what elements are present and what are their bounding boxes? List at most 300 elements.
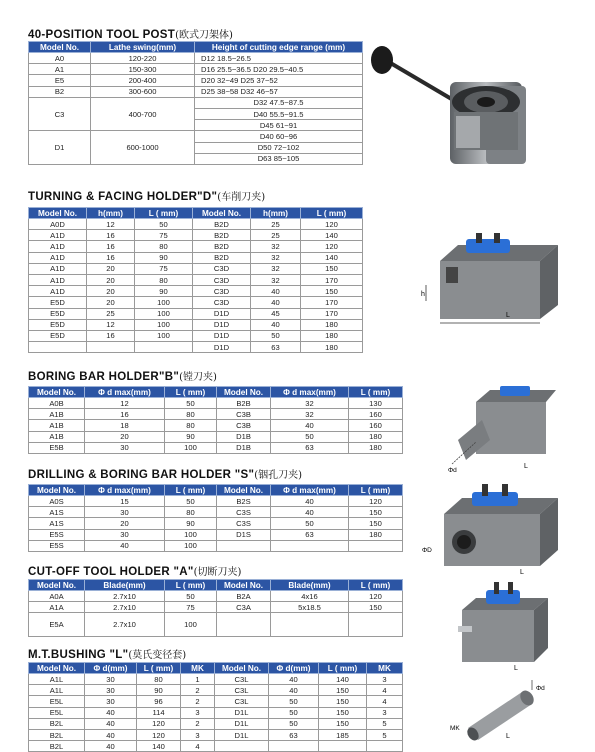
table-cell: 150 [301, 263, 363, 274]
table-cell: 50 [165, 496, 217, 507]
table-cell: C3D [193, 286, 251, 297]
col-header: L ( mm) [349, 485, 403, 496]
table-cell: 170 [301, 308, 363, 319]
table-cell: B2L [29, 729, 85, 740]
table-row [29, 442, 403, 453]
table-cell: 32 [251, 241, 301, 252]
table-cell: D16 25.5~36.5 D20 29.5~40.5 [195, 64, 363, 75]
table-row [29, 330, 363, 341]
table-cell: B2A [217, 591, 271, 602]
table-cell: 3 [181, 707, 215, 718]
table-cell: C3L [215, 696, 269, 707]
table-row [29, 613, 403, 637]
boring-holder-image [438, 380, 558, 475]
table-cell: 30 [85, 507, 165, 518]
col-header: Model No. [217, 580, 271, 591]
table-cell: 90 [165, 518, 217, 529]
table-row [29, 230, 363, 241]
table-cell: D1S [217, 529, 271, 540]
table-cell: B2D [193, 252, 251, 263]
d-dimension-label: Φd [448, 467, 457, 474]
col-header: Model No. [29, 42, 91, 53]
table-cell: 63 [251, 342, 301, 353]
table-cell: 170 [301, 274, 363, 285]
table-row [29, 409, 403, 420]
table-cell: A0A [29, 591, 85, 602]
col-header: Blade(mm) [85, 580, 165, 591]
table-cell: 50 [165, 398, 217, 409]
table-cell: 3 [367, 674, 403, 685]
table-cell [367, 741, 403, 752]
bushing-table [28, 662, 403, 752]
table-cell: B2D [193, 241, 251, 252]
table-cell: 30 [85, 685, 137, 696]
table-cell: 32 [271, 398, 349, 409]
table-cell: C3S [217, 518, 271, 529]
table-cell: 160 [349, 420, 403, 431]
table-cell: 120-220 [91, 53, 195, 64]
table-cell: 120 [301, 241, 363, 252]
table-cell: C3L [215, 674, 269, 685]
table-cell: 25 [251, 219, 301, 230]
col-header: L ( mm) [137, 663, 181, 674]
table-cell: 150 [319, 718, 367, 729]
section-title-tool-post: 40-POSITION TOOL POST(欧式刀架体) [28, 29, 233, 41]
table-cell: 140 [301, 230, 363, 241]
table-cell: D50 72~102 [195, 142, 363, 153]
table-cell: 150-300 [91, 64, 195, 75]
table-cell: E5L [29, 696, 85, 707]
col-header: Blade(mm) [271, 580, 349, 591]
table-cell: D1D [193, 330, 251, 341]
table-cell: E5B [29, 442, 85, 453]
table-row [29, 97, 363, 108]
table-cell: 160 [349, 409, 403, 420]
tool-post-image [368, 40, 543, 175]
table-cell: 2.7x10 [85, 591, 165, 602]
table-cell [217, 540, 271, 551]
table-cell: 30 [85, 696, 137, 707]
table-cell: 1 [181, 674, 215, 685]
table-cell: A0D [29, 219, 87, 230]
table-cell: 32 [251, 252, 301, 263]
table-cell: 50 [135, 219, 193, 230]
table-cell: 16 [87, 252, 135, 263]
table-cell: E5D [29, 330, 87, 341]
col-header: MK [367, 663, 403, 674]
table-cell: A1B [29, 431, 85, 442]
table-cell: A0S [29, 496, 85, 507]
table-cell: C3L [215, 685, 269, 696]
table-cell: 200-400 [91, 75, 195, 86]
col-header: Model No. [29, 580, 85, 591]
table-cell: C3S [217, 507, 271, 518]
col-header: Φ d max(mm) [85, 387, 165, 398]
table-cell: D12 18.5~26.5 [195, 53, 363, 64]
table-cell [349, 540, 403, 551]
turning-holder-image [418, 225, 558, 330]
table-cell: 16 [87, 241, 135, 252]
table-cell: 180 [301, 330, 363, 341]
table-cell: 50 [271, 518, 349, 529]
table-cell: 75 [135, 263, 193, 274]
table-cell: D1D [193, 342, 251, 353]
table-row [29, 75, 363, 86]
table-cell: 150 [349, 518, 403, 529]
table-cell: 40 [269, 685, 319, 696]
table-cell: 16 [85, 409, 165, 420]
table-row [29, 518, 403, 529]
table-cell: C3A [217, 602, 271, 613]
table-cell: E5D [29, 297, 87, 308]
table-cell: 40 [251, 319, 301, 330]
table-cell: E5A [29, 613, 85, 637]
table-cell [271, 613, 349, 637]
table-cell: A0B [29, 398, 85, 409]
section-title-drilling: DRILLING & BORING BAR HOLDER "S"(铟孔刀夹) [28, 469, 303, 481]
table-cell: 150 [319, 696, 367, 707]
table-cell: 3 [181, 729, 215, 740]
table-cell: 80 [135, 241, 193, 252]
table-row [29, 219, 363, 230]
table-row [29, 86, 363, 97]
table-cell: A1D [29, 286, 87, 297]
table-cell: 180 [349, 442, 403, 453]
table-cell: 90 [135, 252, 193, 263]
boring-table [28, 386, 403, 454]
table-cell: E5S [29, 529, 85, 540]
table-cell: 120 [137, 729, 181, 740]
table-cell: 100 [135, 330, 193, 341]
table-cell: 100 [165, 442, 217, 453]
section-title-boring: BORING BAR HOLDER"B"(镗刀夹) [28, 371, 217, 383]
table-cell: 40 [85, 718, 137, 729]
table-row [29, 431, 403, 442]
table-cell: 600-1000 [91, 131, 195, 165]
col-header: Φ d(mm) [85, 663, 137, 674]
table-cell: 30 [85, 442, 165, 453]
table-cell: D1 [29, 131, 91, 165]
table-cell: E5L [29, 707, 85, 718]
table-row [29, 507, 403, 518]
table-cell: 12 [87, 219, 135, 230]
table-cell: C3 [29, 97, 91, 131]
turning-table [28, 207, 363, 353]
table-cell: 50 [269, 707, 319, 718]
table-cell: 150 [319, 685, 367, 696]
table-cell: 90 [135, 286, 193, 297]
table-cell: 40 [85, 729, 137, 740]
table-row [29, 718, 403, 729]
table-cell: 40 [85, 540, 165, 551]
table-cell: A1D [29, 252, 87, 263]
table-cell: 150 [301, 286, 363, 297]
table-cell: 40 [251, 286, 301, 297]
section-title-bushing: M.T.BUSHING "L"(莫氏变径套) [28, 649, 187, 661]
table-cell: 140 [301, 252, 363, 263]
table-cell: 20 [87, 286, 135, 297]
table-row [29, 707, 403, 718]
col-header: h(mm) [87, 208, 135, 219]
table-cell: 25 [251, 230, 301, 241]
table-cell: A1D [29, 263, 87, 274]
table-cell: A1 [29, 64, 91, 75]
table-cell: 2.7x10 [85, 602, 165, 613]
col-header: Model No. [193, 208, 251, 219]
table-cell: 80 [165, 420, 217, 431]
table-cell: D32 47.5~87.5 [195, 97, 363, 108]
table-cell: 50 [165, 591, 217, 602]
table-cell: 130 [349, 398, 403, 409]
col-header: Model No. [29, 485, 85, 496]
table-cell: 180 [349, 529, 403, 540]
table-cell: A1L [29, 685, 85, 696]
table-cell: 300-600 [91, 86, 195, 97]
table-cell: 20 [87, 263, 135, 274]
table-row [29, 274, 363, 285]
table-row [29, 674, 403, 685]
table-cell: 4 [367, 696, 403, 707]
table-cell: C3B [217, 409, 271, 420]
table-cell: 50 [269, 718, 319, 729]
table-cell: 100 [135, 308, 193, 319]
col-header: Φ d max(mm) [271, 485, 349, 496]
table-cell: 100 [135, 297, 193, 308]
table-cell: 80 [135, 274, 193, 285]
table-cell: 120 [301, 219, 363, 230]
table-cell: 30 [85, 674, 137, 685]
table-row [29, 252, 363, 263]
table-cell: C3D [193, 263, 251, 274]
table-cell: 180 [301, 319, 363, 330]
table-cell: 80 [165, 507, 217, 518]
table-cell: 50 [269, 696, 319, 707]
table-cell: D1D [193, 319, 251, 330]
table-cell: 100 [165, 540, 217, 551]
table-cell: 40 [85, 707, 137, 718]
table-cell: 63 [271, 529, 349, 540]
table-row [29, 540, 403, 551]
table-cell: 150 [349, 602, 403, 613]
table-row [29, 741, 403, 752]
section-title-cutoff: CUT-OFF TOOL HOLDER "A"(切断刀夹) [28, 566, 242, 578]
table-cell [319, 741, 367, 752]
l-dimension-label: L [524, 463, 528, 470]
table-cell: 20 [87, 297, 135, 308]
col-header: L ( mm) [165, 387, 217, 398]
col-header: Lathe swing(mm) [91, 42, 195, 53]
table-cell: C3B [217, 420, 271, 431]
table-cell [215, 741, 269, 752]
table-cell: 150 [349, 507, 403, 518]
col-header: Φ d(mm) [269, 663, 319, 674]
col-header: Height of cutting edge range (mm) [195, 42, 363, 53]
table-cell: 2 [181, 696, 215, 707]
table-cell: B2L [29, 718, 85, 729]
table-cell: 100 [135, 319, 193, 330]
table-row [29, 64, 363, 75]
table-cell: D1B [217, 442, 271, 453]
table-cell: 40 [85, 741, 137, 752]
l-dimension-label: L [520, 569, 524, 575]
table-cell [271, 540, 349, 551]
table-cell: D1L [215, 729, 269, 740]
table-cell: 140 [319, 674, 367, 685]
table-cell: B2D [193, 230, 251, 241]
col-header: L ( mm) [301, 208, 363, 219]
col-header: Model No. [217, 387, 271, 398]
drilling-holder-image [420, 480, 560, 575]
table-cell: 12 [85, 398, 165, 409]
table-cell: 400-700 [91, 97, 195, 131]
table-cell: 25 [87, 308, 135, 319]
col-header: Model No. [29, 663, 85, 674]
table-cell: 20 [85, 518, 165, 529]
table-cell: 3 [367, 707, 403, 718]
table-cell: D63 85~105 [195, 153, 363, 164]
table-cell: D1L [215, 718, 269, 729]
table-cell: 5 [367, 718, 403, 729]
table-cell: D40 60~96 [195, 131, 363, 142]
col-header: Φ d max(mm) [85, 485, 165, 496]
table-cell: B2D [193, 219, 251, 230]
table-cell: A1S [29, 507, 85, 518]
table-cell: 20 [87, 274, 135, 285]
table-cell: A1D [29, 241, 87, 252]
drilling-table [28, 484, 403, 552]
col-header: Model No. [29, 208, 87, 219]
bushing-image [448, 676, 558, 748]
table-cell: 75 [165, 602, 217, 613]
table-cell: 5x18.5 [271, 602, 349, 613]
col-header: L ( mm) [349, 387, 403, 398]
table-cell [29, 342, 87, 353]
table-row [29, 342, 363, 353]
table-cell: D45 61~91 [195, 120, 363, 131]
table-cell: 4 [367, 685, 403, 696]
table-row [29, 286, 363, 297]
table-cell: 80 [165, 409, 217, 420]
table-row [29, 602, 403, 613]
table-cell: 63 [269, 729, 319, 740]
table-cell: 40 [271, 507, 349, 518]
table-cell: E5D [29, 308, 87, 319]
table-cell: 2 [181, 685, 215, 696]
table-cell: 114 [137, 707, 181, 718]
table-cell: 170 [301, 297, 363, 308]
table-cell: C3D [193, 297, 251, 308]
table-cell [269, 741, 319, 752]
table-cell: A1S [29, 518, 85, 529]
table-cell: 32 [251, 274, 301, 285]
table-cell: 50 [271, 431, 349, 442]
table-cell: 80 [137, 674, 181, 685]
table-cell: 40 [271, 420, 349, 431]
table-cell: 30 [85, 529, 165, 540]
table-cell: 32 [271, 409, 349, 420]
table-cell: D1D [193, 308, 251, 319]
table-row [29, 53, 363, 64]
table-row [29, 529, 403, 540]
table-cell: A1D [29, 274, 87, 285]
col-header: Model No. [215, 663, 269, 674]
table-cell: 20 [85, 431, 165, 442]
table-cell: 40 [251, 297, 301, 308]
cutoff-table [28, 579, 403, 637]
table-cell: 12 [87, 319, 135, 330]
table-cell: 185 [319, 729, 367, 740]
table-cell: C3D [193, 274, 251, 285]
table-cell: D1L [215, 707, 269, 718]
table-cell [135, 342, 193, 353]
table-cell: A1B [29, 409, 85, 420]
table-cell: 120 [349, 591, 403, 602]
table-cell: 63 [271, 442, 349, 453]
table-cell: 45 [251, 308, 301, 319]
table-row [29, 496, 403, 507]
table-cell: D1B [217, 431, 271, 442]
table-cell: 180 [349, 431, 403, 442]
table-row [29, 241, 363, 252]
table-row [29, 591, 403, 602]
table-cell: 100 [165, 529, 217, 540]
tool-post-table [28, 41, 363, 165]
l-dimension-label: L [514, 665, 518, 670]
table-row [29, 308, 363, 319]
table-row [29, 729, 403, 740]
table-cell: 96 [137, 696, 181, 707]
table-cell: 16 [87, 230, 135, 241]
table-cell: E5S [29, 540, 85, 551]
table-cell [217, 613, 271, 637]
table-cell: 4x16 [271, 591, 349, 602]
col-header: Model No. [29, 387, 85, 398]
section-title-turning: TURNING & FACING HOLDER"D"(车削刀夹) [28, 191, 266, 203]
table-row [29, 263, 363, 274]
l-dimension-label: L [506, 733, 510, 740]
table-cell: 100 [165, 613, 217, 637]
table-cell: E5 [29, 75, 91, 86]
table-row [29, 131, 363, 142]
table-cell: 120 [349, 496, 403, 507]
table-cell: B2B [217, 398, 271, 409]
d-dimension-label: ΦD [422, 547, 432, 554]
table-cell: 120 [137, 718, 181, 729]
col-header: L ( mm) [135, 208, 193, 219]
table-cell: 150 [319, 707, 367, 718]
table-cell: 5 [367, 729, 403, 740]
table-cell: A1D [29, 230, 87, 241]
col-header: Model No. [217, 485, 271, 496]
table-cell: 50 [251, 330, 301, 341]
table-cell [87, 342, 135, 353]
table-row [29, 685, 403, 696]
col-header: MK [181, 663, 215, 674]
table-cell: D40 55.5~91.5 [195, 108, 363, 119]
table-cell [349, 613, 403, 637]
table-row [29, 319, 363, 330]
col-header: Φ d max(mm) [271, 387, 349, 398]
col-header: L ( mm) [319, 663, 367, 674]
table-row [29, 297, 363, 308]
mk-dimension-label: MK [450, 725, 460, 732]
table-cell: 32 [251, 263, 301, 274]
table-cell: 40 [271, 496, 349, 507]
table-cell: B2L [29, 741, 85, 752]
table-cell: 140 [137, 741, 181, 752]
table-cell: 16 [87, 330, 135, 341]
table-cell: 15 [85, 496, 165, 507]
